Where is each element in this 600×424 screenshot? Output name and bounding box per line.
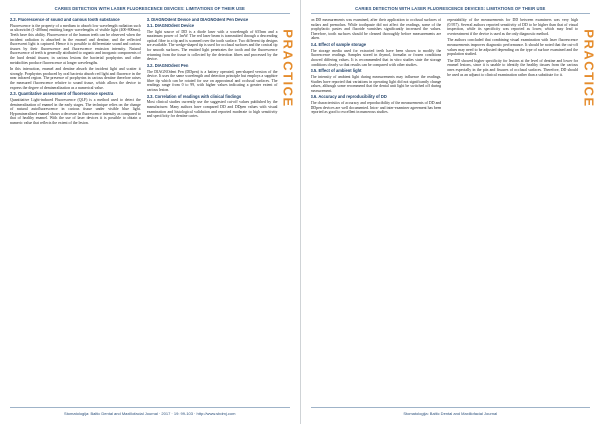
section-heading: 2.2. Fluorescence of sound and carious tooth substance [10,18,120,22]
section-tab [282,18,296,118]
body-paragraph: The characteristics of accuracy and reproducibility of the measurements of DD and DDpen devices are well documented. Intra- and inter-examiner agreement has been reported as good to excellent in numerous studies. [310,101,442,115]
body-paragraph: The light source of DD is a diode laser with a wavelength of 655nm and a maximum power of 1mW. The red laser beam is transmitted through a descending optical fibre to a tip and is scanned over the tooth surface. Two different tip designs are available. The wedge-shaped tip is used for occlusal surfaces and the conical tip for smooth surfaces. The emitted light penetrates the tooth and the fluorescence returning from the tissue is collected by the detection fibres and processed by the device. [146,29,278,62]
section-heading: 3. DIAGNOdent Device and DIAGNOdent Pen Device [146,18,249,22]
footer-rule [311,407,591,408]
text-columns [311,18,579,402]
body-paragraph: The intensity of ambient light during measurements may influence the readings. Studies have reported that variations in operating light did not significantly change values, although some recommend that the dental unit light be switched off during measurement. [310,74,442,93]
body-paragraph: In this interaction, enamel and dentine absorb the incident light and scatter it strongly. Porphyrins produced by oral bacteria absorb red light and fluoresce in the near infrared region. The presence of porphyrins in carious dentine therefore raises the measured fluorescence relative to sound tissue, which allows the device to express the degree of demineralization as a numerical value. [10,67,141,90]
body-paragraph: The DIAGNOdent Pen (DDpen) is a battery operated, pen-shaped version of the device. It uses the same wavelength and detection principle but employs a sapphire fibre tip which can be rotated for use on approximal and occlusal surfaces. The readings range from 0 to 99, with higher values indicating a greater extent of carious lesion. [146,69,278,92]
body-paragraph: Quantitative Light-induced Fluorescence (QLF) is a method used to detect the demineralization of enamel in the early stages. The technique relies on the change of natural autofluorescence in carious tissue under visible blue light. Hypomineralized enamel shows a decrease in fluorescence intensity as compared to that of healthy enamel. With the use of laser devices it is possible to obtain a numeric value that reflects the extent of the lesion. [10,97,141,125]
header-rule [311,13,591,14]
section-tab-label: PRACTICE [281,28,297,108]
page-footer: Stomatologija: Baltic Dental and Maxillofacial Journal · 2017 · 19: 99-103 · http://www.sbdmj.com [64,411,236,416]
body-paragraph: on DD measurements was examined, after their application to occlusal surfaces of molars and premolars. While toothpaste did not affect the readings, some of the prophylactic pastes and fluoride varnishes significantly increased the values. Therefore, tooth surfaces should be cleaned thoroughly before measurements are taken. [310,18,442,41]
right-page [301,0,600,424]
section-heading: 3.2. DIAGNOdent Pen [146,62,189,68]
page-footer: Stomatologija: Baltic Dental and Maxillofacial Journal [403,411,498,416]
body-paragraph: The DD showed higher specificity for lesions at the level of dentine and lower for enamel lesions, since it is unable to identify the healthy tissues from the carious ones especially in the pits and fissures of occlusal surfaces. Therefore, DD should be used as an adjunct to clinical examination rather than a substitute for it. [447,58,578,77]
header-rule [10,13,290,14]
body-paragraph: The authors concluded that combining visual examination with laser fluorescence measurements improves diagnostic performance. It should be noted that the cut-off values may need to be adjusted depending on the type of surface examined and the population studied. [447,38,578,57]
footer-rule [10,407,290,408]
body-paragraph: The storage media used for extracted teeth have been shown to modify the fluorescence readings. Samples stored in thymol, formalin or frozen conditions showed differing values. It is recommended that in vitro studies state the storage conditions clearly so that results can be compared with other studies. [310,48,442,67]
section-heading: 3.1. DIAGNOdent Device [146,22,195,28]
column-right [147,18,278,402]
body-paragraph: repeatability of the measurements for DD between examiners was very high (0.957). Several authors reported sensitivity of DD to be higher than that of visual inspection, while its specificity was reported as lower, which may lead to overtreatment if the device is used as the only diagnostic method. [447,18,578,36]
text-columns [10,18,278,402]
column-left [311,18,442,402]
section-heading: 3.3. Correlation of readings with clinical findings [146,93,242,99]
column-right [447,18,578,402]
section-tab [582,18,596,118]
section-heading: 3.6. Accuracy and reproducibility of DD [310,94,387,100]
body-paragraph: Fluorescence is the property of a medium to absorb low wavelength radiation such as ultraviolet (1-400nm) emitting longer wavelengths of visible light (400-800nm). Teeth have this ability. Fluorescence of the human teeth can be observed when the incident radiation is absorbed in the enamel and dentine, and the reflected fluorescent light is captured. Hence it is possible to differentiate sound and carious tissues by their fluorescence and fluorescence emission intensity. Natural fluorescence of teeth is generally attributed to organic and inorganic components of the hard dental tissues; in carious lesions the bacterial porphyrins and other metabolites produce fluorescence at longer wavelengths. [10,23,141,65]
section-tab-label: PRACTICE [581,28,597,108]
section-heading: 3.5. Effect of ambient light [310,68,362,74]
running-head: CARIES DETECTION WITH LASER FLUORESCENCE DEVICES: LIMITATIONS OF THEIR USE [54,6,245,11]
running-head: CARIES DETECTION WITH LASER FLUORESCENCE DEVICES: LIMITATIONS OF THEIR USE [355,6,546,11]
section-heading: 2.3. Quantitative assessment of fluorescence spectra [10,91,114,97]
body-paragraph: Most clinical studies currently use the suggested cut-off values published by the manufacturer. Many authors have compared DD and DDpen values with visual examination and histological validation and reported moderate to high sensitivity and specificity for dentine caries. [146,100,278,119]
column-left [10,18,141,402]
section-heading: 3.4. Effect of sample storage [310,41,367,47]
